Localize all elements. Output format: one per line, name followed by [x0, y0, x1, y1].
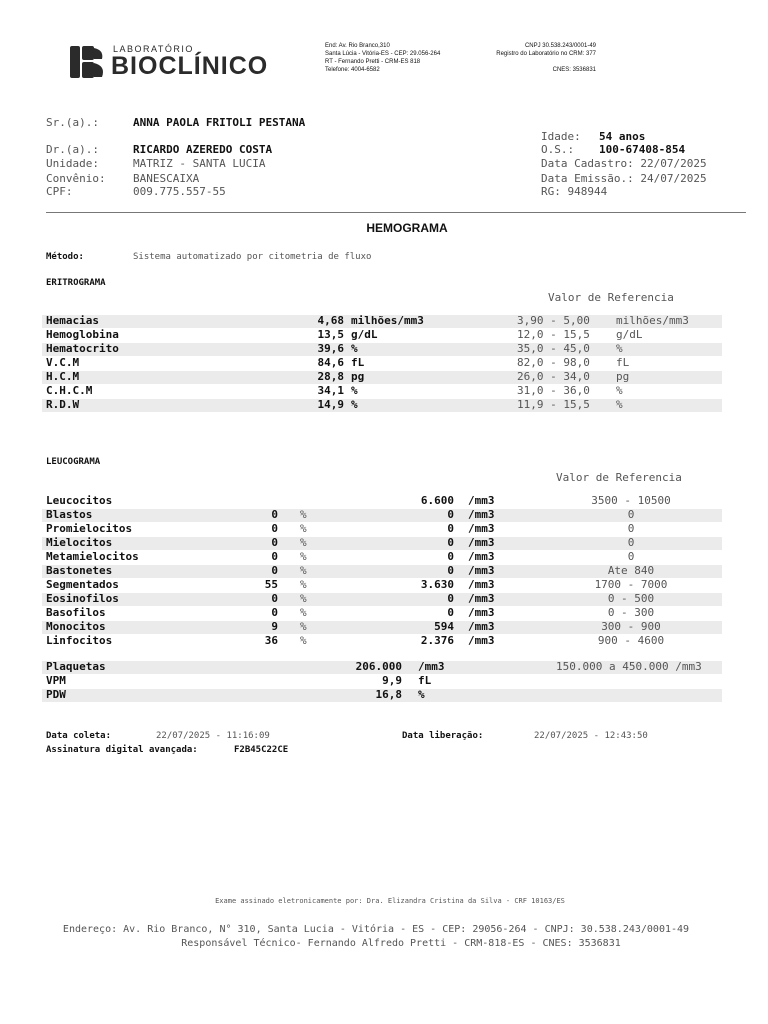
result-name: Segmentados — [46, 578, 119, 591]
result-percent: 0 — [271, 592, 278, 605]
leucograma-ref-header: Valor de Referencia — [556, 471, 682, 484]
absolute-unit: /mm3 — [468, 536, 495, 549]
reference-range: 0 - 300 — [607, 606, 655, 619]
result-unit: % — [418, 688, 425, 701]
sr-label: Sr.(a).: — [46, 116, 99, 129]
result-value: 14,9 — [317, 398, 344, 411]
percent-unit: % — [300, 592, 307, 605]
result-name: Linfocitos — [46, 634, 113, 647]
result-value: 9,9 — [382, 674, 402, 687]
percent-unit: % — [300, 606, 307, 619]
result-absolute: 2.376 — [420, 634, 454, 647]
result-value: 206.000 — [355, 660, 402, 673]
result-value: 4,68 — [317, 314, 344, 327]
doctor-name: RICARDO AZEREDO COSTA — [133, 143, 273, 156]
result-value: 34,1 — [317, 384, 344, 397]
result-value: 39,6 — [317, 342, 344, 355]
absolute-unit: /mm3 — [468, 564, 495, 577]
result-name: C.H.C.M — [46, 384, 93, 397]
absolute-unit: /mm3 — [468, 550, 495, 563]
reference-range: 82,0 - 98,0 — [517, 356, 590, 369]
os-value: 100-67408-854 — [599, 143, 686, 156]
address-line: RT - Fernando Pretti - CRM-ES 818 — [325, 59, 421, 65]
convenio-label: Convênio: — [46, 172, 106, 185]
result-name: Bastonetes — [46, 564, 113, 577]
result-name: Mielocitos — [46, 536, 113, 549]
cnes-text: CNES: 3536831 — [552, 67, 596, 73]
address-line: End: Av. Rio Branco,310 — [325, 43, 390, 49]
result-name: Hematocrito — [46, 342, 119, 355]
result-name: Monocitos — [46, 620, 106, 633]
os-label: O.S.: — [541, 143, 575, 156]
result-name: Hemoglobina — [46, 328, 119, 341]
percent-unit: % — [300, 550, 307, 563]
coleta-value: 22/07/2025 - 11:16:09 — [156, 731, 270, 741]
percent-unit: % — [300, 634, 307, 647]
result-percent: 36 — [264, 634, 278, 647]
result-name: Eosinofilos — [46, 592, 119, 605]
reference-range: 3,90 - 5,00 — [517, 314, 590, 327]
reference-range: 900 - 4600 — [597, 634, 665, 647]
assinatura-value: F2B45C22CE — [234, 745, 289, 755]
result-name: Promielocitos — [46, 522, 133, 535]
footer-address: Endereço: Av. Rio Branco, N° 310, Santa Lucia - Vitória - ES - CEP: 29056-264 - CNPJ: 30.538.243/0001-49 — [62, 924, 690, 935]
reference-unit: % — [616, 398, 623, 411]
reference-range: 31,0 - 36,0 — [517, 384, 590, 397]
coleta-label: Data coleta: — [46, 731, 112, 741]
liberacao-label: Data liberação: — [402, 731, 484, 741]
result-percent: 0 — [271, 564, 278, 577]
leucograma-title: LEUCOGRAMA — [46, 457, 101, 467]
result-percent: 0 — [271, 522, 278, 535]
rg-value: RG: 948944 — [541, 185, 608, 198]
leucocitos-ref: 3500 - 10500 — [591, 494, 671, 507]
absolute-unit: /mm3 — [468, 522, 495, 535]
percent-unit: % — [300, 620, 307, 633]
idade-value: 54 anos — [599, 130, 646, 143]
result-absolute: 594 — [434, 620, 454, 633]
reference-unit: milhões/mm3 — [616, 314, 689, 327]
result-name: Plaquetas — [46, 660, 106, 673]
idade-label: Idade: — [541, 130, 581, 143]
reference-range: 300 - 900 — [601, 620, 661, 633]
result-value: 84,6 — [317, 356, 344, 369]
percent-unit: % — [300, 578, 307, 591]
result-name: H.C.M — [46, 370, 80, 383]
exam-title: HEMOGRAMA — [366, 221, 448, 235]
reference-range: 150.000 a 450.000 /mm3 — [556, 660, 702, 673]
cpf-label: CPF: — [46, 185, 73, 198]
percent-unit: % — [300, 508, 307, 521]
reference-range: 1700 - 7000 — [594, 578, 668, 591]
signed-by-text: Exame assinado eletronicamente por: Dra. Elizandra Cristina da Silva - CRF 10163/ES — [215, 897, 565, 905]
result-name: VPM — [46, 674, 66, 687]
lab-name: BIOCLÍNICO — [111, 52, 269, 80]
absolute-unit: /mm3 — [468, 578, 495, 591]
eritrograma-ref-header: Valor de Referencia — [548, 291, 674, 304]
footer-responsavel: Responsável Técnico- Fernando Alfredo Pretti - CRM-818-ES - CNES: 3536831 — [181, 938, 621, 949]
data-emissao: Data Emissão.: 24/07/2025 — [541, 172, 707, 185]
result-unit: % — [351, 342, 358, 355]
reference-range: 0 — [627, 522, 635, 535]
absolute-unit: /mm3 — [468, 606, 495, 619]
cnpj-text: CNPJ 30.538.243/0001-49 — [524, 43, 596, 49]
result-absolute: 0 — [447, 564, 454, 577]
reference-range: 35,0 - 45,0 — [517, 342, 590, 355]
metodo-value: Sistema automatizado por citometria de fluxo — [133, 252, 372, 262]
result-name: Metamielocitos — [46, 550, 139, 563]
result-unit: g/dL — [351, 328, 378, 341]
unidade-label: Unidade: — [46, 157, 99, 170]
registro-text: Registro do Laboratório no CRM: 377 — [496, 51, 596, 57]
result-absolute: 0 — [447, 606, 454, 619]
result-value: 16,8 — [375, 688, 402, 701]
result-unit: % — [351, 398, 358, 411]
result-absolute: 3.630 — [420, 578, 454, 591]
absolute-unit: /mm3 — [468, 592, 495, 605]
result-percent: 0 — [271, 606, 278, 619]
lab-small-label: LABORATÓRIO — [113, 44, 194, 54]
result-name: PDW — [46, 688, 66, 701]
metodo-label: Método: — [46, 252, 84, 262]
unidade-value: MATRIZ - SANTA LUCIA — [133, 157, 266, 170]
result-unit: milhões/mm3 — [351, 314, 424, 327]
reference-range: 0 - 500 — [607, 592, 655, 605]
reference-range: 0 — [627, 508, 635, 521]
result-value: 28,8 — [317, 370, 344, 383]
result-unit: pg — [351, 370, 365, 383]
reference-range: 0 — [627, 550, 635, 563]
reference-unit: % — [616, 384, 623, 397]
reference-range: Ate 840 — [607, 564, 655, 577]
result-name: Basofilos — [46, 606, 106, 619]
result-unit: fL — [351, 356, 365, 369]
address-line: Telefone: 4004-6582 — [325, 67, 380, 73]
reference-unit: % — [616, 342, 623, 355]
data-cadastro: Data Cadastro: 22/07/2025 — [541, 157, 707, 170]
percent-unit: % — [300, 564, 307, 577]
result-percent: 0 — [271, 550, 278, 563]
result-name: Hemacias — [46, 314, 99, 327]
leucocitos-name: Leucocitos — [46, 494, 113, 507]
result-absolute: 0 — [447, 508, 454, 521]
reference-unit: fL — [616, 356, 630, 369]
percent-unit: % — [300, 522, 307, 535]
reference-range: 11,9 - 15,5 — [517, 398, 590, 411]
convenio-value: BANESCAIXA — [133, 172, 200, 185]
cpf-value: 009.775.557-55 — [133, 185, 226, 198]
result-name: Blastos — [46, 508, 93, 521]
reference-range: 0 — [627, 536, 635, 549]
liberacao-value: 22/07/2025 - 12:43:50 — [534, 731, 648, 741]
absolute-unit: /mm3 — [468, 620, 495, 633]
reference-unit: pg — [616, 370, 630, 383]
absolute-unit: /mm3 — [468, 634, 495, 647]
result-name: V.C.M — [46, 356, 80, 369]
dr-label: Dr.(a).: — [46, 143, 99, 156]
absolute-unit: /mm3 — [468, 508, 495, 521]
reference-range: 26,0 - 34,0 — [517, 370, 590, 383]
leucocitos-unit: /mm3 — [468, 494, 495, 507]
result-absolute: 0 — [447, 592, 454, 605]
result-percent: 0 — [271, 536, 278, 549]
result-absolute: 0 — [447, 536, 454, 549]
result-unit: /mm3 — [418, 660, 445, 673]
assinatura-label: Assinatura digital avançada: — [46, 745, 198, 755]
result-name: R.D.W — [46, 398, 80, 411]
result-percent: 55 — [264, 578, 278, 591]
patient-name: ANNA PAOLA FRITOLI PESTANA — [133, 116, 306, 129]
bioclinico-logo-icon — [68, 42, 108, 80]
percent-unit: % — [300, 536, 307, 549]
result-percent: 9 — [271, 620, 278, 633]
eritrograma-title: ERITROGRAMA — [46, 278, 106, 288]
result-absolute: 0 — [447, 550, 454, 563]
result-unit: % — [351, 384, 358, 397]
divider — [46, 212, 746, 213]
result-value: 13,5 — [317, 328, 344, 341]
reference-unit: g/dL — [616, 328, 643, 341]
leucocitos-abs: 6.600 — [420, 494, 454, 507]
result-absolute: 0 — [447, 522, 454, 535]
result-unit: fL — [418, 674, 432, 687]
reference-range: 12,0 - 15,5 — [517, 328, 590, 341]
result-percent: 0 — [271, 508, 278, 521]
address-line: Santa Lúcia - Vitória-ES - CEP: 29.056-264 — [325, 51, 441, 57]
